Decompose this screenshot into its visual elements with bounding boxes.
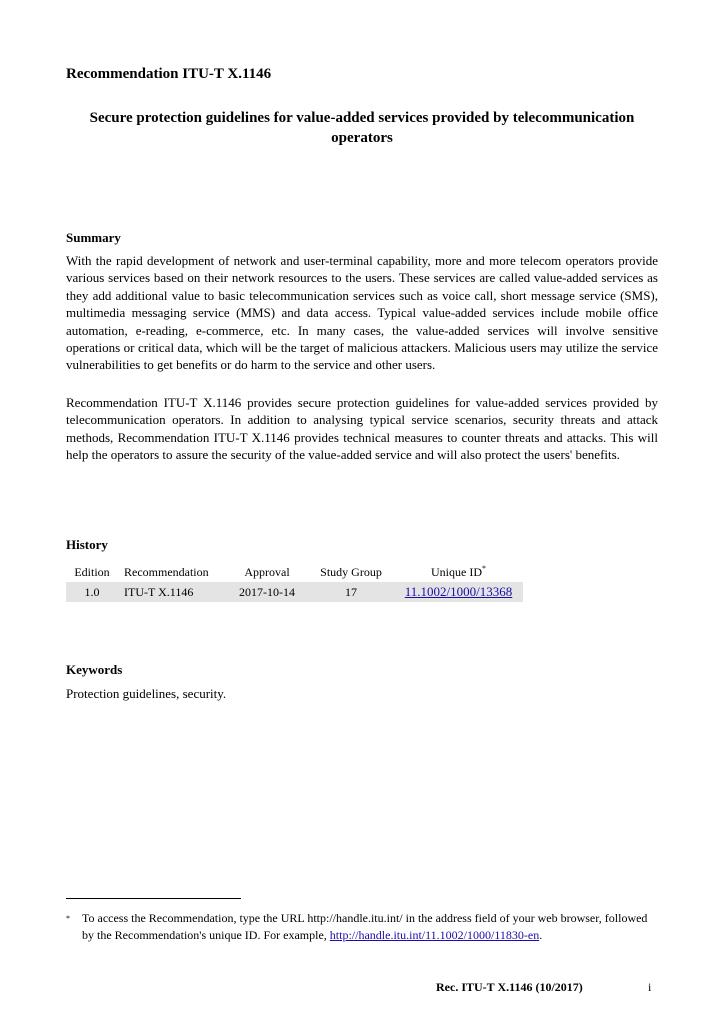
keywords-text: Protection guidelines, security. [66,686,227,701]
cell-edition: 1.0 [84,584,100,599]
col-unique-id-footnote-mark: * [482,564,486,573]
footnote-example-link[interactable]: http://handle.itu.int/11.1002/1000/11830-en [329,928,540,942]
cell-unique-id [394,582,523,602]
keywords-heading: Keywords [66,662,123,677]
col-unique-id-label: Unique ID [431,565,482,579]
history-table-header [66,562,523,582]
document-title: Secure protection guidelines for value-added services provided by telecommunication operators [89,110,635,146]
page-number: i [648,980,652,994]
table-row [66,582,523,602]
footnote-text: To access the Recommendation, type the URL http://handle.itu.int/ in the address field of your web browser, followed by the Recommendation's unique ID. For example, [82,911,648,942]
cell-study-group: 17 [345,584,357,599]
unique-id-link[interactable]: 11.1002/1000/13368 [404,584,513,599]
cell-approval: 2017-10-14 [239,584,295,599]
history-heading: History [66,537,108,552]
col-edition: Edition [74,564,110,579]
summary-paragraph-2: Recommendation ITU-T X.1146 provides secure protection guidelines for value-added services provided by telecommunication operators. In addition to analysing typical service scenarios, security threats and attack methods, Recommendation ITU-T X.1146 provides technical measures to counter threats and attacks. This will help the operators to assure the security of the value-added service and will also protect the users' benefits. [66,395,658,463]
footnote-mark: * [66,914,70,923]
summary-paragraph-1: With the rapid development of network and user-terminal capability, more and more telecom operators provide various services based on their network resources to the users. These services are called value-added services as they add additional value to basic telecommunication services such as voice call, short message service (SMS), multimedia messaging service (MMS) and data access. Typical value-added services include mobile office automation, e-reading, e-commerce, etc. In many cases, the value-added services will involve sensitive operations or critical data, which will be the target of malicious attackers. Malicious users may utilize the service vulnerabilities to get benefits or do harm to the service and other users. [66,253,658,373]
footnote-end: . [539,928,543,942]
footnote-body [82,910,660,944]
footnote-divider [66,898,241,899]
col-study-group: Study Group [320,564,382,579]
footer-label: Rec. ITU-T X.1146 (10/2017) [436,980,583,994]
footnote [66,910,660,944]
cell-recommendation: ITU-T X.1146 [124,584,194,599]
col-recommendation: Recommendation [124,564,209,579]
history-table [66,562,523,602]
col-approval: Approval [244,564,290,579]
summary-heading: Summary [66,230,121,245]
recommendation-title: Recommendation ITU-T X.1146 [66,66,272,82]
col-unique-id [394,562,523,582]
